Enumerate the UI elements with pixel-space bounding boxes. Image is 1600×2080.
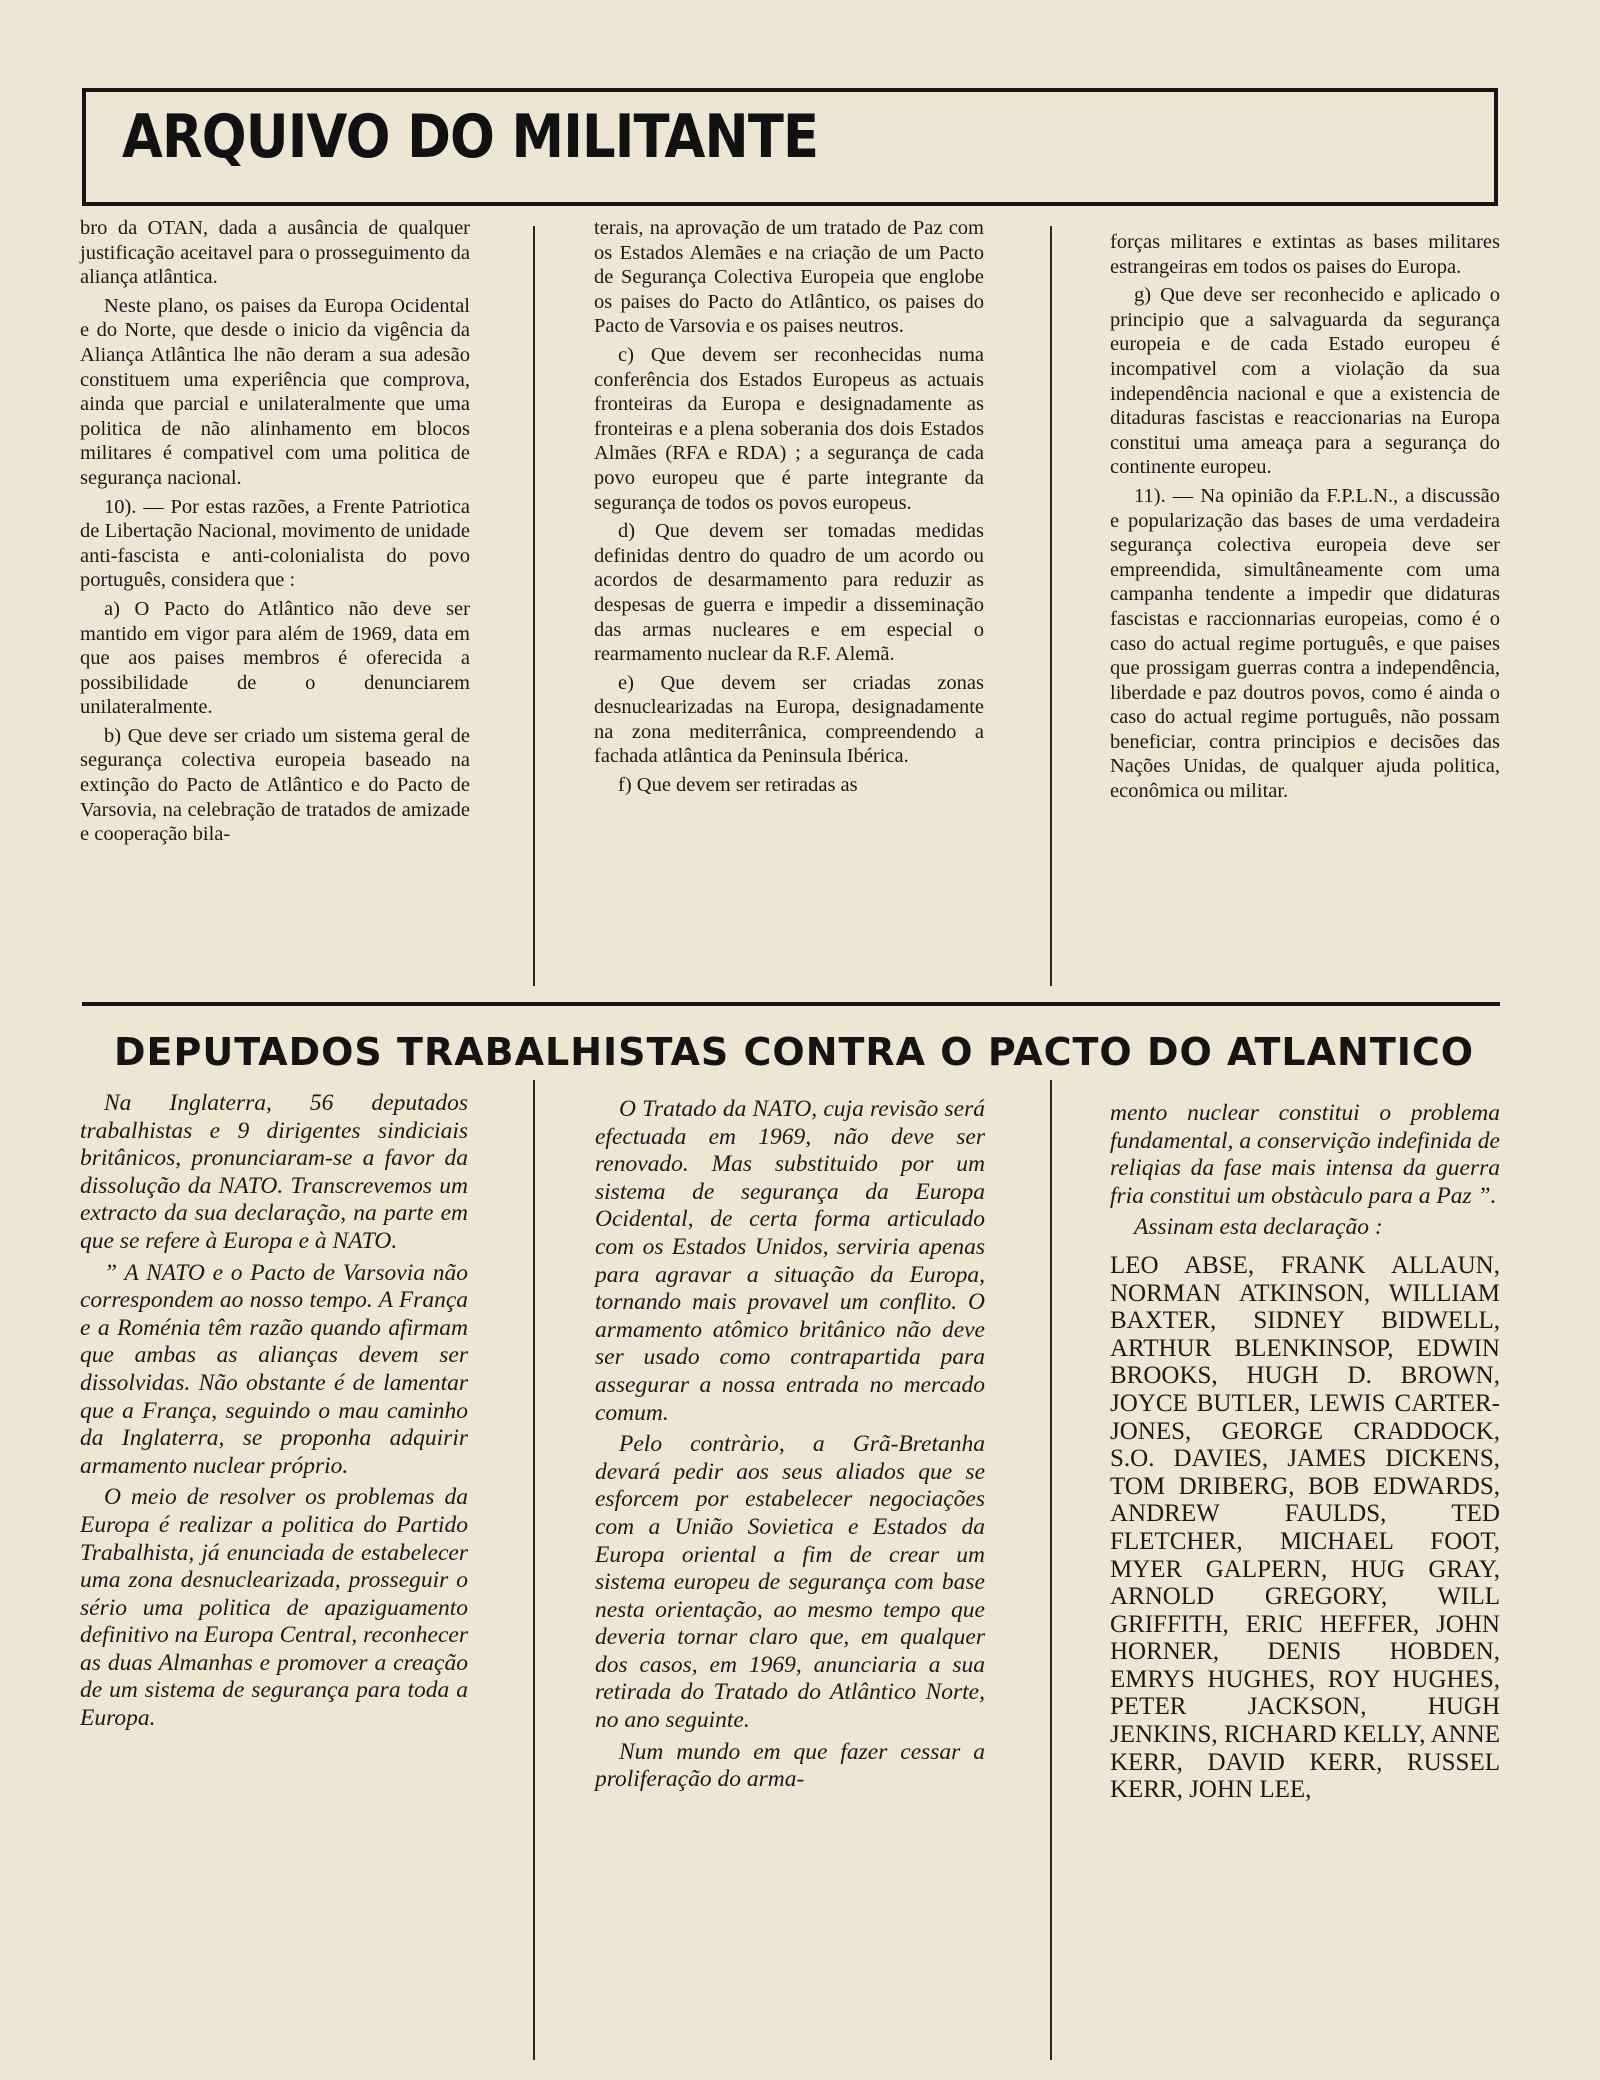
article2-column-1 [80,1090,468,1733]
article2-paragraph: O Tratado da NATO, cuja revisão será efectuada em 1969, não deve ser renovado. Mas substituido por um sistema de segurança da Europa Ocidental, de certa forma articulado com os Estados Unidos, serviria apenas para agravar a situação da Europa, tornando mais provavel um conflito. O armamento atômico britânico não deve ser usado como contrapartida para assegurar a nossa entrada no mercado comum. [595,1096,985,1426]
article1-column-1 [80,216,470,847]
column-divider [1050,1080,1052,2060]
article2-column-3 [1110,1100,1500,1804]
article1-paragraph: e) Que devem ser criadas zonas desnuclearizadas na Europa, designadamente na zona mediterrânica, compreendendo a fachada atlântica da Peninsula Ibérica. [594,671,984,768]
article1-paragraph: Neste plano, os paises da Europa Ocidental e do Norte, que desde o inicio da vigência da Aliança Atlântica lhe não deram a sua adesão constituem uma experiência que comprova, ainda que parcial e unilateralmente que uma politica de não alinhamento em blocos militares é compativel com uma politica de segurança nacional. [80,294,470,489]
article1-paragraph: b) Que deve ser criado um sistema geral de segurança colectiva europeia baseado na extinção do Pacto de Atlântico e do Pacto de Varsovia, na celebração de tratados de amizade e cooperação bila- [80,724,470,846]
masthead-box [82,88,1498,206]
article1-paragraph: bro da OTAN, dada a ausância de qualquer justificação aceitavel para o prosseguimento da aliança atlântica. [80,217,470,289]
article1-paragraph: c) Que devem ser reconhecidas numa conferência dos Estados Europeus as actuais fronteiras da Europa e designadamente as fronteiras e a plena soberania dos dois Estados Almães (RFA e RDA) ; a segurança de cada povo europeu que é parte integrante da segurança de todos os povos europeus. [594,343,984,514]
article2-column-2 [595,1096,985,1794]
article2-paragraph: Pelo contràrio, a Grã-Bretanha devará pedir aos seus aliados que se esforcem por estabelecer negociações com a União Sovietica e Estados da Europa oriental a fim de crear um sistema europeu de segurança com base nesta orientação, ao mesmo tempo que deveria tornar claro que, em qualquer dos casos, em 1969, anunciaria a sua retirada do Tratado do Atlântico Norte, no ano seguinte. [595,1431,985,1734]
column-divider [1050,226,1052,986]
column-divider [533,1080,535,2060]
article1-paragraph: 11). — Na opinião da F.P.L.N., a discussão e popularização das bases de uma verdadeira segurança colectiva europeia deve ser empreendida, simultâneamente com uma campanha tendente a impedir que didaturas fascistas e raccionnarias europeias, como é o caso do actual regime português, e que paises que prossigam guerras contra a independência, liberdade e paz doutros povos, como é ainda o caso do actual regime português, não possam beneficiar, contra principios e decisões das Nações Unidas, de qualquer ajuda politica, econômica ou militar. [1110,484,1500,803]
article1-paragraph: a) O Pacto do Atlântico não deve ser mantido em vigor para além de 1969, data em que aos paises membros é oferecida a possibilidade de o denunciarem unilateralmente. [80,597,470,719]
article2-paragraph: ” A NATO e o Pacto de Varsovia não correspondem ao nosso tempo. A França e a Roménia têm razão quando afirmam que ambas as alianças devem ser dissolvidas. Não obstante é de lamentar que a França, seguindo o mau caminho da Inglaterra, se proponha adquirir armamento nuclear próprio. [80,1259,468,1479]
article2-paragraph: mento nuclear constitui o problema fundamental, a conservição indefinida de reliqias da fase mais intensa da guerra fria constitui um obstàculo para a Paz ”. [1110,1100,1500,1209]
column-divider [533,226,535,986]
article1-column-3 [1110,230,1500,804]
article2-headline: DEPUTADOS TRABALHISTAS CONTRA O PACTO DO ATLANTICO [114,1030,1475,1074]
masthead-title: ARQUIVO DO MILITANTE [122,102,819,172]
article1-paragraph: g) Que deve ser reconhecido e aplicado o principio que a salvaguarda da segurança europeia e de cada Estado europeu é incompativel com a violação da sua independência nacional e que a existencia de ditaduras fascistas e reaccionarias na Europa constitui uma ameaça para a segurança do continente europeu. [1110,284,1500,479]
article2-paragraph: Na Inglaterra, 56 deputados trabalhistas e 9 dirigentes sindiciais britânicos, pronunciaram-se a favor da dissolução da NATO. Transcrevemos um extracto da sua declaração, na parte em que se refere à Europa e à NATO. [80,1090,468,1254]
section-divider [82,1002,1500,1006]
article1-paragraph: d) Que devem ser tomadas medidas definidas dentro do quadro de um acordo ou acordos de desarmamento para reduzir as despesas de guerra e impedir a disseminação das armas nucleares e em especial o rearmamento nuclear da R.F. Alemã. [594,520,984,666]
article1-paragraph: forças militares e extintas as bases militares estrangeiras em todos os paises do Europa. [1110,231,1500,278]
article2-paragraph: Num mundo em que fazer cessar a proliferação do arma- [595,1738,985,1793]
article1-paragraph: 10). — Por estas razões, a Frente Patriotica de Libertação Nacional, movimento de unidade anti-fascista e anti-colonialista do povo português, considera que : [80,495,470,592]
signatory-list: LEO ABSE, FRANK ALLAUN, NORMAN ATKINSON, WILLIAM BAXTER, SIDNEY BIDWELL, ARTHUR BLENKINSOP, EDWIN BROOKS, HUGH D. BROWN, JOYCE BUTLER, LEWIS CARTER-JONES, GEORGE CRADDOCK, S.O. DAVIES, JAMES DICKENS, TOM DRIBERG, BOB EDWARDS, ANDREW FAULDS, TED FLETCHER, MICHAEL FOOT, MYER GALPERN, HUG GRAY, ARNOLD GREGORY, WILL GRIFFITH, ERIC HEFFER, JOHN HORNER, DENIS HOBDEN, EMRYS HUGHES, ROY HUGHES, PETER JACKSON, HUGH JENKINS, RICHARD KELLY, ANNE KERR, DAVID KERR, RUSSEL KERR, JOHN LEE, [1110,1251,1500,1804]
article1-column-2 [594,216,984,798]
article2-paragraph: Assinam esta declaração : [1134,1214,1383,1241]
article1-paragraph: terais, na aprovação de um tratado de Paz com os Estados Alemães e na criação de um Pacto de Segurança Colectiva Europeia que englobe os paises do Pacto do Atlântico, os paises do Pacto de Varsovia e os paises neutros. [594,217,984,338]
article2-paragraph: O meio de resolver os problemas da Europa é realizar a politica do Partido Trabalhista, já enunciada de estabelecer uma zona desnuclearizada, prosseguir o sério uma politica de apaziguamento definitivo na Europa Central, reconhecer as duas Almanhas e promover a creação de um sistema de segurança para toda a Europa. [80,1484,468,1732]
article1-paragraph: f) Que devem ser retiradas as [618,774,858,797]
